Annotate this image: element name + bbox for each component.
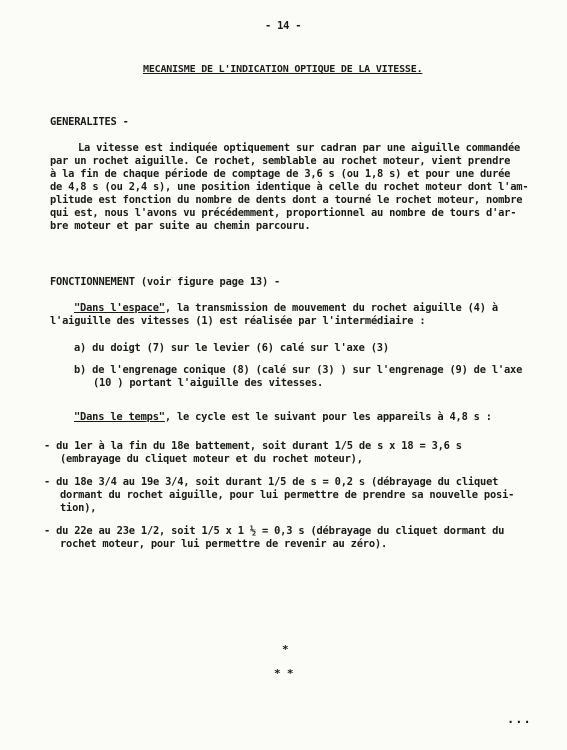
list-item-b-continued: (10 ) portant l'aiguille des vitesses. — [93, 377, 324, 389]
paragraph-line: à la fin de chaque période de comptage de 3,6 s (ou 1,8 s) et pour une durée — [50, 168, 511, 180]
cycle-item-continued: rochet moteur, pour lui permettre de revenir au zéro). — [60, 538, 388, 550]
cycle-item: - du 1er à la fin du 18e battement, soit durant 1/5 de s x 18 = 3,6 s — [44, 440, 462, 452]
dans-temps-line — [74, 411, 492, 424]
end-mark-stars: * * — [274, 667, 294, 680]
list-item-a: a) du doigt (7) sur le levier (6) calé sur l'axe (3) — [74, 342, 389, 354]
dans-espace-rest: , la transmission de mouvement du rochet aiguille (4) à — [164, 302, 498, 314]
list-item-b: b) de l'engrenage conique (8) (calé sur (3) ) sur l'engrenage (9) de l'axe — [74, 364, 523, 376]
dans-espace-line — [74, 302, 498, 315]
page-title: MECANISME DE L'INDICATION OPTIQUE DE LA VITESSE. — [143, 64, 423, 75]
section-heading-generalites: GENERALITES - — [50, 116, 129, 128]
page-number: - 14 - — [265, 20, 302, 32]
paragraph-line: bre moteur et par suite au chemin parcouru. — [50, 220, 311, 232]
dans-temps-label: "Dans le temps" — [74, 411, 165, 423]
continuation-dots: ... — [507, 712, 532, 726]
cycle-item-continued: dormant du rochet aiguille, pour lui permettre de prendre sa nouvelle posi- — [60, 489, 515, 501]
paragraph-line: l'aiguille des vitesses (1) est réalisée par l'intermédiaire : — [50, 315, 426, 327]
paragraph-line: de 4,8 s (ou 2,4 s), une position identique à celle du rochet moteur dont l'am- — [50, 181, 529, 193]
cycle-item: - du 22e au 23e 1/2, soit 1/5 x 1 ½ = 0,3 s (débrayage du cliquet dormant du — [44, 525, 505, 537]
paragraph-line: par un rochet aiguille. Ce rochet, semblable au rochet moteur, vient prendre — [50, 155, 511, 167]
paragraph-line: La vitesse est indiquée optiquement sur cadran par une aiguille commandée — [78, 142, 521, 154]
end-mark-star: * — [282, 643, 289, 656]
section-heading-fonctionnement: FONCTIONNEMENT (voir figure page 13) - — [50, 276, 281, 288]
cycle-item: - du 18e 3/4 au 19e 3/4, soit durant 1/5 de s = 0,2 s (débrayage du cliquet — [44, 476, 499, 488]
dans-temps-rest: , le cycle est le suivant pour les appareils à 4,8 s : — [164, 411, 492, 423]
paragraph-line: qui est, nous l'avons vu précédemment, proportionnel au nombre de tours d'ar- — [50, 207, 517, 219]
cycle-item-continued: tion), — [60, 502, 97, 514]
paragraph-line: plitude est fonction du nombre de dents dont a tourné le rochet moteur, nombre — [50, 194, 523, 206]
dans-espace-label: "Dans l'espace" — [74, 302, 165, 314]
cycle-item-continued: (embrayage du cliquet moteur et du rochet moteur), — [60, 453, 363, 465]
